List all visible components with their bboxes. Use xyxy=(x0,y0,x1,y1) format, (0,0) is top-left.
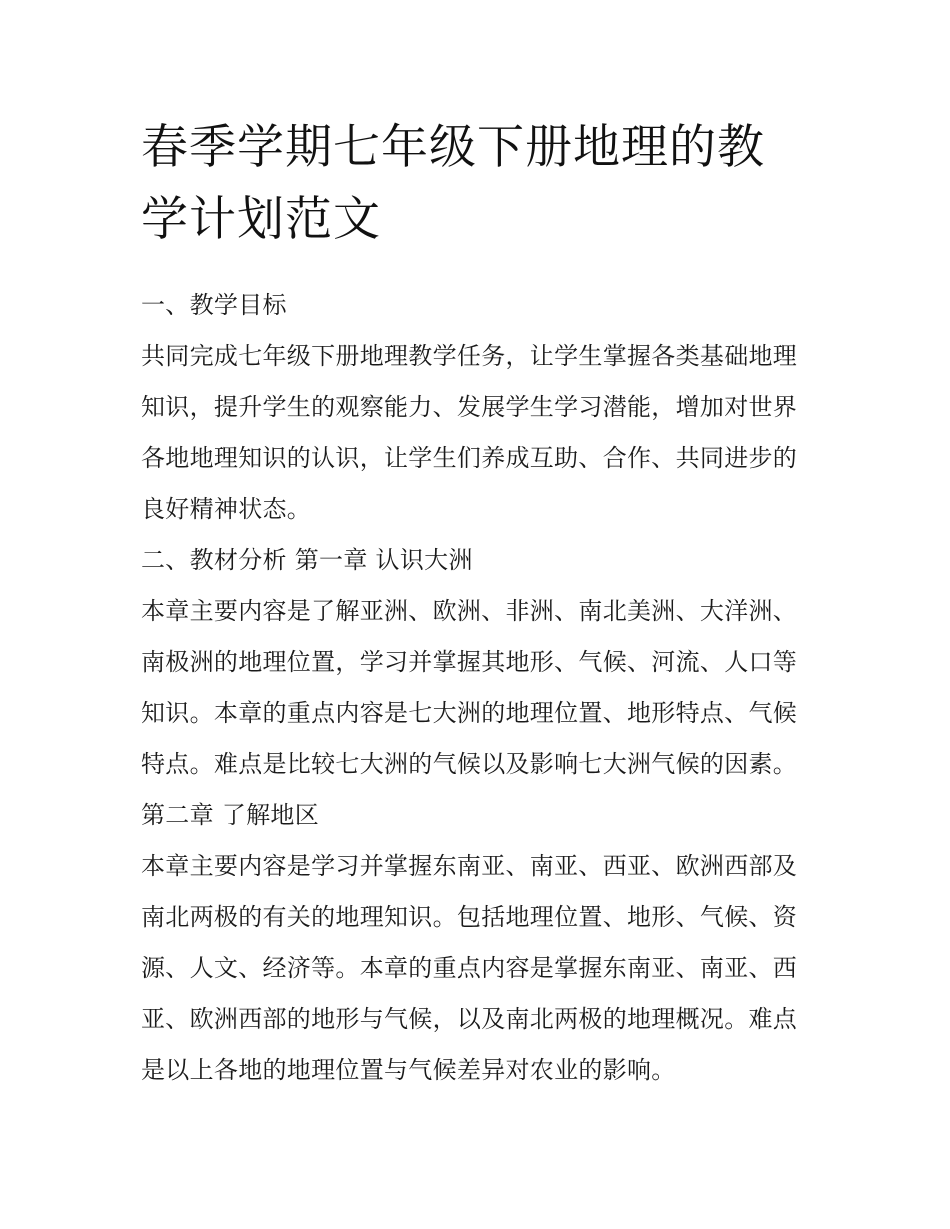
title-line: 学计划范文 xyxy=(141,192,381,247)
chapter-heading: 第二章 了解地区 xyxy=(141,801,320,829)
paragraph-line: 特点。难点是比较七大洲的气候以及影响七大洲气候的因素。 xyxy=(141,750,798,778)
paragraph-line: 源、人文、经济等。本章的重点内容是掌握东南亚、南亚、西 xyxy=(141,954,798,982)
paragraph-line: 知识。本章的重点内容是七大洲的地理位置、地形特点、气候 xyxy=(141,699,798,727)
paragraph-line: 各地地理知识的认识，让学生们养成互助、合作、共同进步的 xyxy=(141,444,798,472)
section-heading-objectives: 一、教学目标 xyxy=(141,291,287,319)
section-heading-analysis: 二、教材分析 第一章 认识大洲 xyxy=(141,546,473,574)
paragraph-line: 是以上各地的地理位置与气候差异对农业的影响。 xyxy=(141,1056,676,1084)
document-title xyxy=(141,112,821,256)
paragraph-line: 知识，提升学生的观察能力、发展学生学习潜能，增加对世界 xyxy=(141,393,798,421)
title-line: 春季学期七年级下册地理的教 xyxy=(141,120,765,175)
document-page xyxy=(141,0,821,1096)
document-body xyxy=(141,280,821,1096)
paragraph-line: 良好精神状态。 xyxy=(141,495,312,523)
paragraph-line: 亚、欧洲西部的地形与气候，以及南北两极的地理概况。难点 xyxy=(141,1005,798,1033)
paragraph-line: 南北两极的有关的地理知识。包括地理位置、地形、气候、资 xyxy=(141,903,798,931)
paragraph-line: 南极洲的地理位置，学习并掌握其地形、气候、河流、人口等 xyxy=(141,648,798,676)
paragraph-line: 共同完成七年级下册地理教学任务，让学生掌握各类基础地理 xyxy=(141,342,798,370)
paragraph-line: 本章主要内容是了解亚洲、欧洲、非洲、南北美洲、大洋洲、 xyxy=(141,597,798,625)
paragraph-line: 本章主要内容是学习并掌握东南亚、南亚、西亚、欧洲西部及 xyxy=(141,852,798,880)
